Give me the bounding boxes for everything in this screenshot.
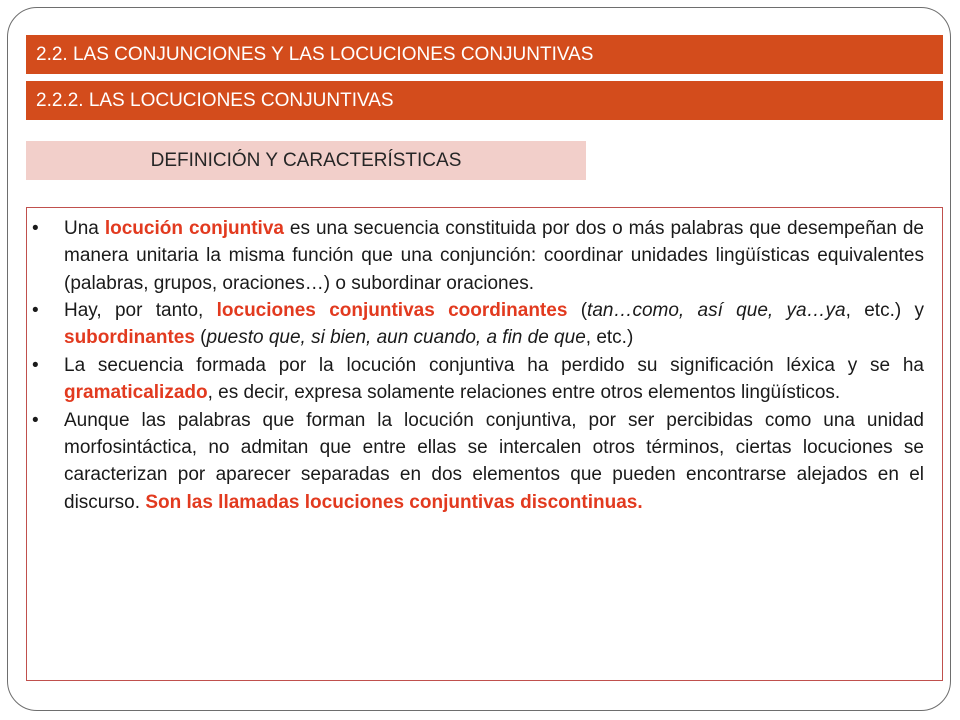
section-heading-box — [26, 141, 586, 180]
bullet-text: , etc.) — [585, 327, 634, 349]
bullet-item-definition — [64, 215, 924, 297]
example-text: puesto que, si bien, aun cuando, a fin de que — [206, 327, 586, 349]
slide-title: 2.2. LAS CONJUNCIONES Y LAS LOCUCIONES CONJUNTIVAS — [36, 43, 594, 65]
highlight-term: subordinantes — [64, 327, 195, 349]
bullet-text: Aunque las palabras que forman la locución conjuntiva, por ser percibidas como una unidad morfosintáctica, no admitan que entre ellas se intercalen otros términos, ciertas locuciones se caracterizan por aparecer separadas en dos elementos que pueden encontrarse alejados en el discurso. — [64, 409, 924, 513]
bullet-text: La secuencia formada por la locución conjuntiva ha perdido su significación léxica y se ha — [64, 354, 924, 376]
bullet-text: Hay, por tanto, — [64, 300, 217, 322]
highlight-term: locuciones conjuntivas coordinantes — [216, 300, 568, 322]
bullet-item-discontinuous — [64, 407, 924, 516]
example-text: tan…como, así que, ya…ya — [587, 300, 846, 322]
bullet-text: Una — [64, 218, 105, 239]
slide-title-bar — [26, 35, 943, 74]
bullet-text: , es decir, expresa solamente relaciones entre otros elementos lingüísticos. — [207, 382, 841, 404]
content-box — [26, 207, 943, 681]
highlight-term: locución conjuntiva — [104, 218, 284, 239]
section-heading: DEFINICIÓN Y CARACTERÍSTICAS — [150, 149, 462, 171]
bullet-item-types — [64, 297, 924, 352]
bullet-list — [27, 208, 942, 516]
slide-subtitle: 2.2.2. LAS LOCUCIONES CONJUNTIVAS — [36, 89, 394, 111]
bullet-text: ( — [194, 327, 207, 349]
highlight-term: Son las llamadas locuciones conjuntivas discontinuas. — [145, 491, 643, 513]
bullet-text: es una secuencia constituida por dos o más palabras que desempeñan de manera unitaria la misma función que una conjunción: coordinar unidades lingüísticas equivalentes (palabras, grupos, oraciones…) o subordinar oraciones. — [64, 218, 925, 294]
bullet-text: , etc.) y — [845, 300, 924, 322]
bullet-text: ( — [567, 300, 588, 322]
bullet-item-grammaticalization — [64, 352, 924, 407]
slide-subtitle-bar — [26, 81, 943, 120]
highlight-term: gramaticalizado — [64, 382, 208, 404]
